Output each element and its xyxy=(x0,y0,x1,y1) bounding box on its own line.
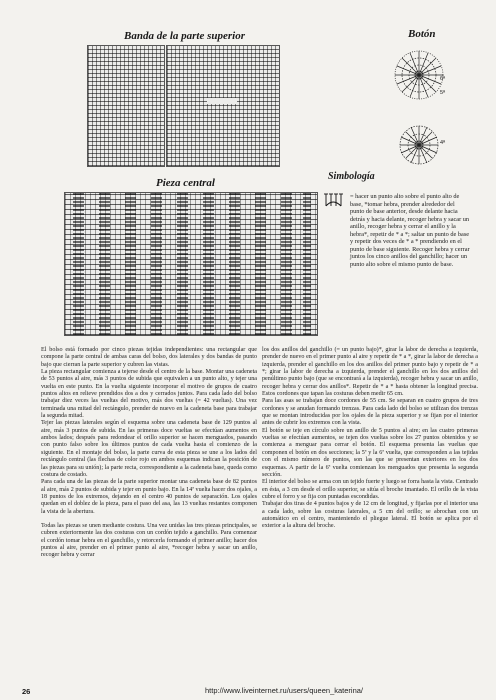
left-paragraph: La pieza rectangular comienza a tejerse desde el centro de la base. Montar una cadeneta de 53 puntos al aire, más 3 puntos de subida que equivalen a un punto alto, y tejer una vuelta en este punto. En la vuelta siguiente incorporar el motivo de grupos de cuatro puntos altos en relieve prendidos dos a dos y cerrados juntos. Para cada lado del bolso trabajar diez veces las vueltas del motivo, más dos vueltas (= 42 vueltas). Una vez terminada una mitad del rectángulo, prender de nuevo en la cadeneta base para trabajar la segunda mitad. xyxy=(41,369,257,420)
left-paragraph: Todas las piezas se unen mediante costura. Una vez unidas las tres piezas principales, se cubren exteriormente las dos costuras con un cordón tejido a ganchillo. Para comenzar el cordón tomar hebra en el ganchillo, y retorcerla formando el primer anillo; hacer dos puntos al aire, prender en el primer punto al aire, *recoger hebra y sacar un anillo, recoger hebra y cerrar xyxy=(41,522,257,559)
top-band-chart-right xyxy=(166,45,280,167)
central-piece-chart xyxy=(64,192,318,336)
button-label-round6: 6ª xyxy=(440,76,446,82)
button-diagram xyxy=(385,40,460,180)
right-paragraph: El interior del bolso se arma con un tejido fuerte y luego se forra hasta la vista. Centrado en ésta, a 3 cm desde el orillo superior, se sitúa el broche imantado. El orillo de la vista cubre el forro y se fija con puntadas escondidas. xyxy=(262,479,478,500)
right-paragraph: Trabajar dos tiras de 4 puntos bajos y de 12 cm de longitud, y fijarlas por el interior una a cada lado, sobre las costuras laterales, a 5 cm del orillo; se abrochan con un automático en el centro, manteniendo el pliegue lateral. El botón se aplica por el exterior a la altura del broche. xyxy=(262,501,478,530)
central-heading: Pieza central xyxy=(156,177,215,189)
button-heading: Botón xyxy=(408,28,436,40)
left-paragraph: Tejer las piezas laterales según el esquema sobre una cadeneta base de 129 puntos al aire, más 3 puntos de subida. En las primeras doce vueltas se efectúan aumentos en ambos lados; después para redondear el orillo superior se hacen menguados, pasando con punto falso sobre los últimos puntos de cada vuelta hasta el comienzo de la siguiente. En el montaje del bolso, la parte curva de esta pieza se une a los lados del rectángulo central (las flechas de color rojo en ambos esquemas indican la posición de las piezas para su unión); la parte recta, correspondiente a la cadeneta base, queda como costura de costado. xyxy=(41,420,257,478)
footer-url[interactable]: http://www.liveinternet.ru/users/queen_katerina/ xyxy=(205,686,364,695)
buttonhole-gap xyxy=(207,98,237,104)
symbols-heading: Simbología xyxy=(328,171,375,182)
page-number: 26 xyxy=(22,687,31,696)
symbol-description: = hacer un punto alto sobre el punto alto de base, *tomar hebra, prender alrededor del punto de base anterior, desde delante hacia detrás y hacia delante, recoger hebra y sacar un anillo, recoger hebra y cerrar el anillo y la hebra*, repetir de * a *; saltar un punto de base y repetir dos veces de * a * prendiendo en el punto de base siguiente. Recoger hebra y cerrar juntos los cinco anillos del ganchillo; hacer un punto alto sobre el mismo punto de base. xyxy=(350,193,470,268)
left-paragraph: El bolso está formado por cinco piezas tejidas independientes: una rectangular que compone la parte central de ambas caras del bolso, dos laterales y dos bandas de punto bajo que cierran la parte superior y cubren las vistas. xyxy=(41,347,257,368)
button-label-round4: 4ª xyxy=(440,140,446,146)
top-band-chart-left xyxy=(87,45,165,167)
right-paragraph: El botón se teje en círculo sobre un anillo de 5 puntos al aire; en las cuatro primeras vueltas se efectúan aumentos, se tejen dos vueltas sobre los 27 puntos obtenidos y se comienza a menguar para cerrar el botón. El esquema presenta las vueltas que componen el botón en dos secciones; la 5ª y la 6ª vuelta, que corresponden a las tejidas con el mismo número de puntos, son las que se presentan exteriores en los dos esquemas. A partir de la 6ª vuelta comienzan los menguados que presenta la segunda sección. xyxy=(262,427,478,478)
top-band-heading: Banda de la parte superior xyxy=(124,30,246,42)
right-paragraph: los dos anillos del ganchillo (= un punto bajo)*, girar la labor de derecha a izquierda, prender de nuevo en el primer punto al aire y repetir de * a *, girar la labor de derecha a izquierda, prender el ganchillo en los dos anillos del primer punto bajo y repetir de * a *; girar la labor de derecha a izquierda, prender el ganchillo en los dos anillos del penúltimo punto bajo (que se encontrará a la izquierda), recoger hebra y sacar un anillo, recoger hebra y cerrar dos anillos*. Repetir de * a * hasta obtener la longitud precisa. Estos cordones que tapan las costuras deben medir 65 cm. xyxy=(262,347,478,398)
button-label-round5: 5ª xyxy=(440,90,446,96)
relief-cluster-icon xyxy=(323,192,353,208)
right-paragraph: Para las asas se trabajan doce cordones de 55 cm. Se separan en cuatro grupos de tres cordones y se anudan formando trenzas. Para cada lado del bolso se utilizan dos trenzas que se montan introducidas por los ojales de la pieza superior y se fijan por el interior antes de cubrir los extremos con la vista. xyxy=(262,398,478,427)
left-paragraph: Para cada una de las piezas de la parte superior montar una cadeneta base de 82 puntos al aire, más 2 puntos de subida y tejer en punto bajo. En la 14ª vuelta hacer dos ojales, a 18 puntos de los extremos, dejando en el centro 40 puntos de separación. Los ojales quedan en el doblez de la pieza, para el paso del asa, las 13 vueltas restantes componen la vista de la abertura. xyxy=(41,479,257,515)
instructions-right-column xyxy=(262,347,478,531)
instructions-left-column xyxy=(41,347,257,560)
